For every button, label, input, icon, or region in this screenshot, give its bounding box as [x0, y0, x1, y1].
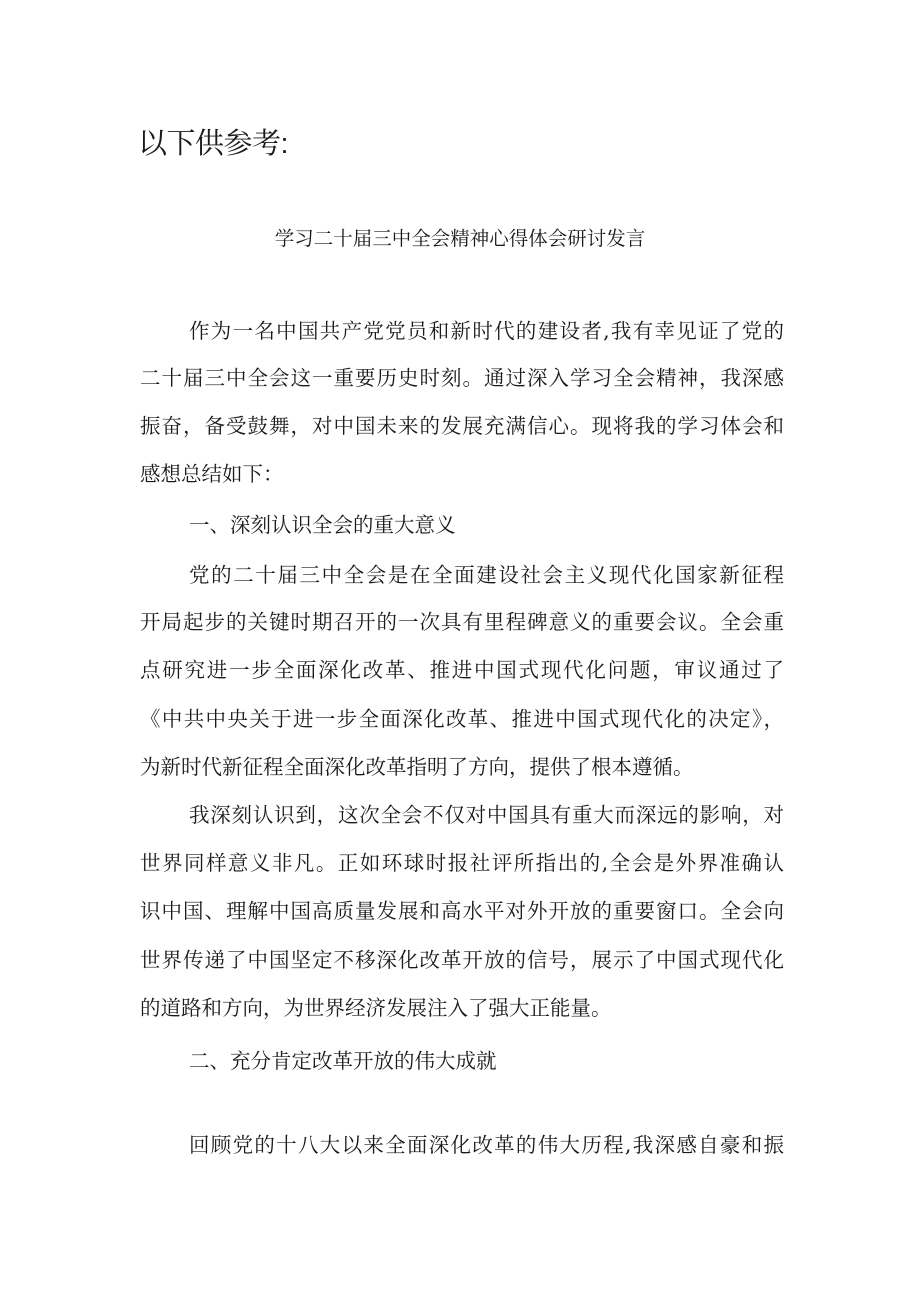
- section-heading-1: 一、深刻认识全会的重大意义: [189, 513, 456, 537]
- paragraph-2-line-2: 开局起步的关键时期召开的一次具有里程碑意义的重要会议。全会重: [140, 610, 784, 634]
- paragraph-3-line-4: 世界传递了中国坚定不移深化改革开放的信号，展示了中国式现代化: [140, 948, 784, 972]
- header-note: 以下供参考:: [138, 128, 289, 160]
- section-heading-2: 二、充分肯定改革开放的伟大成就: [189, 1049, 497, 1073]
- paragraph-3-line-3: 识中国、理解中国高质量发展和高水平对外开放的重要窗口。全会向: [140, 899, 784, 923]
- paragraph-3-line-1: 我深刻认识到，这次全会不仅对中国具有重大而深远的影响，对: [189, 803, 784, 827]
- paragraph-2-line-4: 《中共中央关于进一步全面深化改革、推进中国式现代化的决定》，: [140, 707, 784, 731]
- paragraph-1-line-1: 作为一名中国共产党党员和新时代的建设者,我有幸见证了党的: [189, 319, 784, 343]
- document-title: 学习二十届三中全会精神心得体会研讨发言: [274, 227, 646, 250]
- paragraph-3-line-5: 的道路和方向，为世界经济发展注入了强大正能量。: [140, 996, 612, 1020]
- paragraph-4-line-1: 回顾党的十八大以来全面深化改革的伟大历程,我深感自豪和振: [189, 1133, 784, 1157]
- paragraph-2-line-3: 点研究进一步全面深化改革、推进中国式现代化问题，审议通过了: [140, 658, 784, 682]
- paragraph-3-line-2: 世界同样意义非凡。正如环球时报社评所指出的,全会是外界准确认: [140, 851, 784, 875]
- paragraph-2-line-1: 党的二十届三中全会是在全面建设社会主义现代化国家新征程: [189, 563, 784, 587]
- paragraph-1-line-4: 感想总结如下：: [140, 462, 284, 486]
- paragraph-2-line-5: 为新时代新征程全面深化改革指明了方向，提供了根本遵循。: [140, 755, 694, 779]
- paragraph-1-line-2: 二十届三中全会这一重要历史时刻。通过深入学习全会精神，我深感: [140, 366, 784, 390]
- paragraph-1-line-3: 振奋，备受鼓舞，对中国未来的发展充满信心。现将我的学习体会和: [140, 414, 784, 438]
